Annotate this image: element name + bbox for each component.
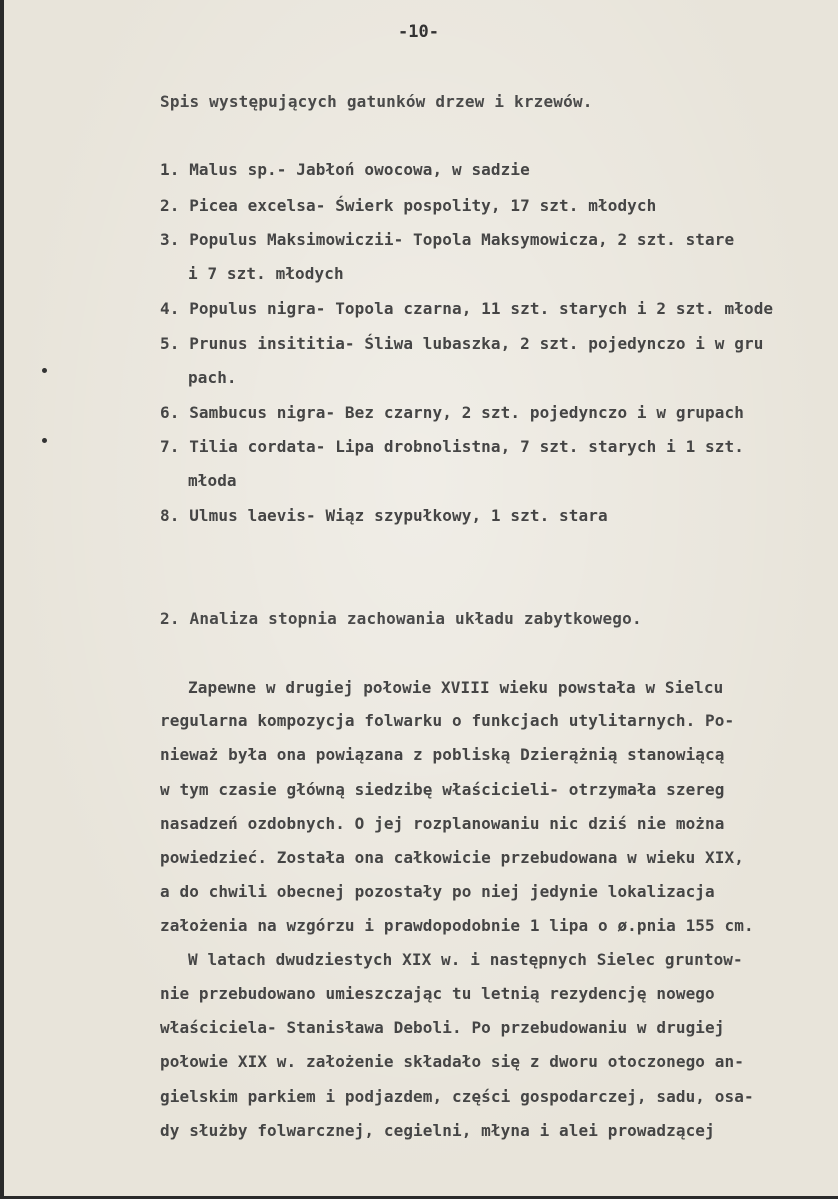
paragraph-line: Zapewne w drugiej połowie XVIII wieku powstała w Sielcu	[188, 678, 724, 697]
list-item: 4. Populus nigra- Topola czarna, 11 szt. starych i 2 szt. młode	[160, 299, 774, 318]
paragraph-line: powiedzieć. Została ona całkowicie przebudowana w wieku XIX,	[160, 848, 744, 867]
species-list-heading: Spis występujących gatunków drzew i krzewów.	[160, 92, 593, 111]
paragraph-line: w tym czasie główną siedzibę właścicieli- otrzymała szereg	[160, 780, 725, 799]
margin-mark	[42, 438, 47, 443]
list-item: 3. Populus Maksimowiczii- Topola Maksymowicza, 2 szt. stare	[160, 230, 735, 249]
paragraph-line: założenia na wzgórzu i prawdopodobnie 1 lipa o ø.pnia 155 cm.	[160, 916, 754, 935]
list-item: 6. Sambucus nigra- Bez czarny, 2 szt. pojedynczo i w grupach	[160, 403, 744, 422]
list-item: 2. Picea excelsa- Świerk pospolity, 17 szt. młodych	[160, 196, 657, 215]
paragraph-line: W latach dwudziestych XIX w. i następnych Sielec gruntow-	[188, 950, 743, 969]
list-item-continuation: pach.	[188, 368, 237, 387]
list-item: 1. Malus sp.- Jabłoń owocowa, w sadzie	[160, 160, 530, 179]
paragraph-line: regularna kompozycja folwarku o funkcjach utylitarnych. Po-	[160, 711, 735, 730]
paragraph-line: gielskim parkiem i podjazdem, części gospodarczej, sadu, osa-	[160, 1087, 754, 1106]
list-item: 7. Tilia cordata- Lipa drobnolistna, 7 szt. starych i 1 szt.	[160, 437, 744, 456]
paragraph-line: połowie XIX w. założenie składało się z dworu otoczonego an-	[160, 1052, 744, 1071]
paragraph-line: a do chwili obecnej pozostały po niej jedynie lokalizacja	[160, 882, 715, 901]
list-item: 5. Prunus insititia- Śliwa lubaszka, 2 szt. pojedynczo i w gru	[160, 334, 764, 353]
list-item: 8. Ulmus laevis- Wiąz szypułkowy, 1 szt. stara	[160, 506, 608, 525]
paragraph-line: właściciela- Stanisława Deboli. Po przebudowaniu w drugiej	[160, 1018, 725, 1037]
scan-edge-left	[0, 0, 4, 1199]
analysis-heading: 2. Analiza stopnia zachowania układu zabytkowego.	[160, 609, 642, 628]
margin-mark	[42, 368, 47, 373]
paragraph-line: nieważ była ona powiązana z pobliską Dzierążnią stanowiącą	[160, 745, 725, 764]
page-number: -10-	[398, 22, 439, 42]
paragraph-line: nasadzeń ozdobnych. O jej rozplanowaniu nic dziś nie można	[160, 814, 725, 833]
list-item-continuation: i 7 szt. młodych	[188, 264, 344, 283]
paragraph-line: dy służby folwarcznej, cegielni, młyna i alei prowadzącej	[160, 1121, 715, 1140]
paragraph-line: nie przebudowano umieszczając tu letnią rezydencję nowego	[160, 984, 715, 1003]
list-item-continuation: młoda	[188, 471, 237, 490]
